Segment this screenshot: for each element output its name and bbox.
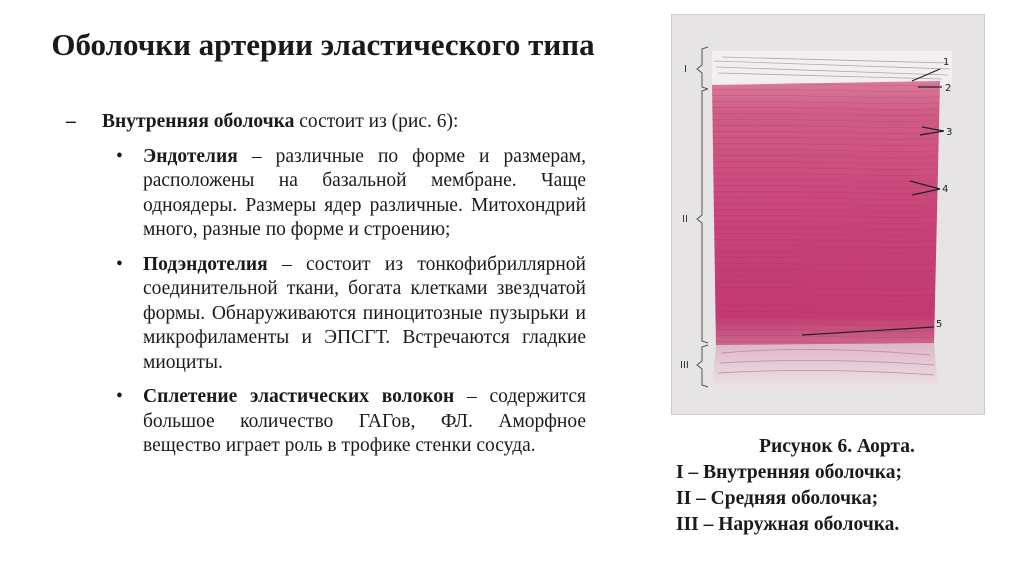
layer-label-i: I — [684, 64, 687, 75]
callout-2: 2 — [945, 83, 952, 94]
list-item-elastic-plexus — [66, 385, 586, 459]
callout-3: 3 — [946, 127, 953, 138]
callout-1: 1 — [943, 57, 950, 68]
bullet-icon: • — [116, 145, 123, 167]
bullet-icon: • — [116, 253, 123, 275]
item-term: Эндотелия — [143, 145, 238, 167]
callout-5: 5 — [936, 319, 943, 330]
item-term: Подэндотелия — [143, 253, 268, 275]
bullet-icon: • — [116, 386, 123, 407]
main-text — [66, 110, 586, 469]
aorta-histology-drawing — [672, 15, 986, 416]
intro-term: Внутренняя оболочка — [102, 111, 295, 132]
layer-label-iii: III — [680, 360, 689, 371]
dash-bullet: – — [66, 111, 76, 132]
list-item-endothelium — [66, 145, 586, 243]
item-text: – содержится большое количество ГАГов, ФЛ. Аморфное вещество играет роль в трофике стенки сосуда. — [143, 386, 586, 456]
item-term: Сплетение эластических волокон — [143, 386, 455, 407]
intro-line — [66, 110, 586, 135]
caption-title: Рисунок 6. Аорта. — [759, 436, 915, 457]
list-item-subendothelium — [66, 253, 586, 376]
figure-caption — [676, 434, 992, 538]
item-text: – различные по форме и размерам, расположены на базальной мембране. Чаще одноядеры. Размеры ядер различные. Митохондрий много, разные по форме и строению; — [143, 145, 586, 240]
item-text: – состоит из тонкофибриллярной соединительной ткани, богата клетками звездчатой формы. Обнаруживаются пиноцитозные пузырьки и микрофиламенты и ЭПСГТ. Встречаются гладкие миоциты. — [143, 253, 586, 373]
caption-line-ii: II – Средняя оболочка; — [676, 488, 879, 509]
aorta-histology-image — [671, 14, 985, 415]
layer-label-ii: II — [682, 214, 688, 225]
slide-title: Оболочки артерии эластического типа — [51, 27, 595, 62]
caption-line-i: I – Внутренняя оболочка; — [676, 462, 902, 483]
callout-4: 4 — [942, 184, 949, 195]
caption-line-iii: III – Наружная оболочка. — [676, 514, 900, 535]
intro-text: состоит из (рис. 6): — [294, 111, 459, 132]
